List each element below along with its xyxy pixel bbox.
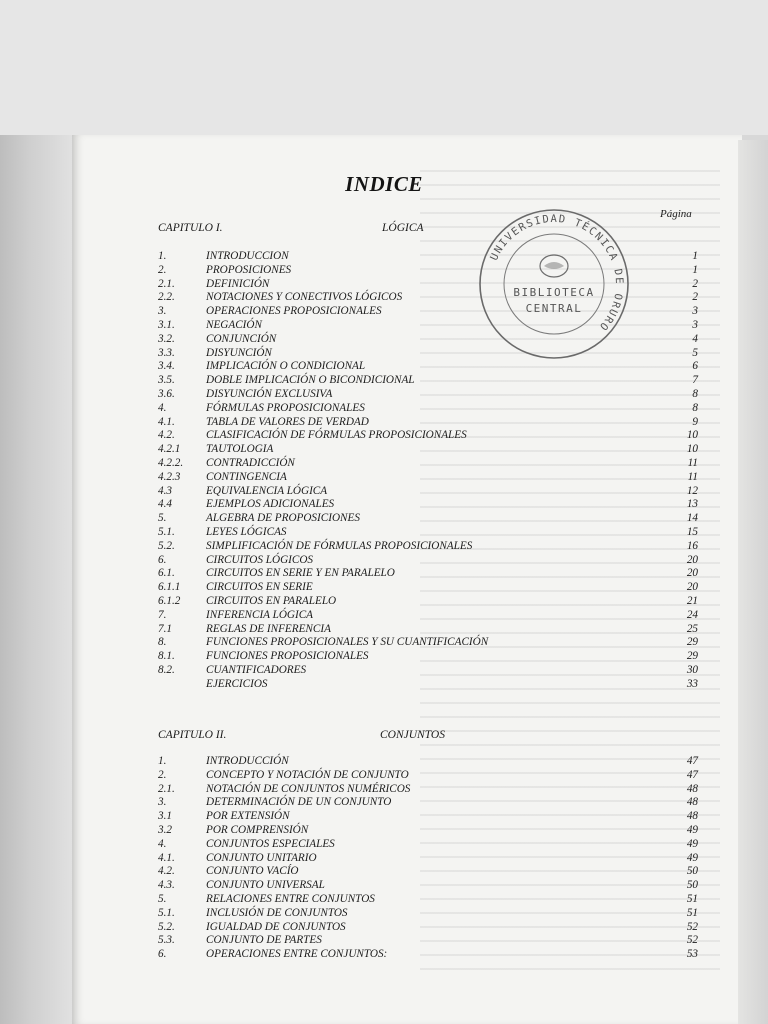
toc-entry-page: 10	[686, 443, 698, 456]
toc-entry-page: 15	[686, 526, 698, 538]
toc-entry-number: 3.3.	[158, 346, 175, 359]
toc-entry-number: 2.1.	[158, 782, 175, 795]
toc-entry-title: CONTRADICCIÓN	[206, 457, 295, 469]
toc-entry	[158, 554, 698, 568]
toc-entry	[158, 796, 698, 810]
toc-entry-page: 7	[692, 374, 698, 387]
toc-entry-page: 51	[686, 906, 698, 919]
toc-entry-title: CUANTIFICADORES	[206, 664, 307, 676]
toc-entry-number: 5.	[158, 893, 167, 905]
toc-entry	[158, 471, 698, 485]
toc-entry	[158, 865, 698, 879]
toc-entry-number: 5.1.	[158, 906, 175, 919]
toc-entry-page: 49	[686, 837, 698, 850]
toc-entry-page: 48	[686, 810, 698, 823]
toc-entry-page: 53	[686, 948, 698, 961]
toc-entry	[158, 934, 698, 948]
toc-entry-title: CIRCUITOS LÓGICOS	[206, 553, 314, 566]
toc-entry	[158, 623, 698, 637]
toc-entry-number: 4.4	[158, 498, 172, 511]
toc-entry-title: NOTACIONES Y CONECTIVOS LÓGICOS	[206, 291, 403, 304]
toc-entry-page: 52	[686, 920, 698, 933]
toc-entry-page: 33	[686, 677, 698, 690]
toc-entry-title: INTRODUCCION	[206, 250, 289, 262]
toc-entry-number: 2.	[158, 768, 167, 781]
stamp-outer-text: UNIVERSIDAD TÉCNICA DE ORURO	[488, 212, 626, 334]
toc-entry-number: 6.	[158, 553, 167, 566]
toc-entry-title: POR EXTENSIÓN	[206, 810, 290, 823]
toc-entry-title: CONJUNCIÓN	[206, 332, 277, 345]
toc-entry-title: EJEMPLOS ADICIONALES	[206, 498, 335, 511]
toc-entry-number: 3.	[158, 796, 167, 809]
toc-entry	[158, 581, 698, 595]
toc-entry	[158, 278, 698, 292]
toc-entry	[158, 360, 698, 374]
toc-entry	[158, 526, 698, 540]
toc-entry	[158, 457, 698, 471]
toc-entry-number: 4.	[158, 401, 167, 414]
toc-entry	[158, 664, 698, 678]
toc-entry	[158, 595, 698, 609]
toc-entry-page: 47	[686, 755, 698, 767]
toc-entry	[158, 333, 698, 347]
toc-entry-number: 4.1.	[158, 415, 175, 428]
page-column-header: Página	[660, 208, 692, 220]
toc-entry	[158, 429, 698, 443]
toc-entry-title: DETERMINACIÓN DE UN CONJUNTO	[206, 796, 392, 809]
toc-entry-page: 49	[686, 824, 698, 836]
toc-entry-page: 21	[686, 595, 698, 607]
toc-entry-page: 2	[692, 291, 698, 304]
toc-entry	[158, 512, 698, 526]
toc-entry-page: 1	[692, 263, 698, 276]
toc-entry	[158, 755, 698, 769]
toc-entry-title: TABLA DE VALORES DE VERDAD	[206, 415, 369, 428]
toc-entry-number: 5.2.	[158, 920, 175, 933]
toc-entry-number: 1.	[158, 755, 167, 767]
toc-entry-page: 4	[692, 332, 698, 345]
toc-entry-title: DISYUNCIÓN	[206, 346, 272, 359]
toc-entry-title: INCLUSIÓN DE CONJUNTOS	[206, 906, 348, 919]
toc-entry	[158, 347, 698, 361]
toc-entry-title: NEGACIÓN	[206, 319, 262, 331]
toc-entry-number: 8.2.	[158, 664, 175, 676]
toc-entry-title: REGLAS DE INFERENCIA	[206, 622, 331, 635]
toc-entry-title: DISYUNCIÓN EXCLUSIVA	[206, 388, 333, 400]
toc-entry-page: 10	[686, 429, 698, 442]
toc-entry-number: 3.5.	[158, 374, 175, 387]
toc-entry-page: 30	[686, 664, 698, 676]
toc-entry-number: 1.	[158, 250, 167, 262]
toc-entry-number: 6.1.2	[158, 595, 181, 607]
toc-entry-title: FÓRMULAS PROPOSICIONALES	[206, 401, 365, 414]
toc-entry	[158, 921, 698, 935]
toc-entry-title: FUNCIONES PROPOSICIONALES Y SU CUANTIFICACIÓN	[206, 636, 489, 649]
toc-entry	[158, 443, 698, 457]
toc-entry-page: 25	[686, 622, 698, 635]
toc-entry	[158, 783, 698, 797]
toc-entry-number: 6.1.	[158, 567, 175, 580]
toc-entry-page: 50	[686, 865, 698, 878]
toc-entry-page: 48	[686, 796, 698, 809]
toc-entry	[158, 416, 698, 430]
toc-entry	[158, 650, 698, 664]
toc-entry-number: 3.2.	[158, 332, 175, 345]
toc-entry	[158, 498, 698, 512]
toc-entry-number: 4.2.3	[158, 470, 181, 483]
toc-entry-page: 16	[686, 539, 698, 552]
toc-entry-title: CIRCUITOS EN SERIE Y EN PARALELO	[206, 567, 395, 580]
toc-entry	[158, 291, 698, 305]
toc-entry-page: 8	[692, 401, 698, 414]
toc-entry-number: 3.6.	[158, 388, 175, 400]
toc-entry-page: 12	[686, 484, 698, 497]
toc-entry-number: 5.1.	[158, 526, 175, 538]
toc-entry	[158, 838, 698, 852]
toc-entry-number: 6.	[158, 948, 167, 961]
toc-entry-title: SIMPLIFICACIÓN DE FÓRMULAS PROPOSICIONALES	[206, 539, 473, 552]
toc-entry	[158, 540, 698, 554]
toc-entry-title: OPERACIONES PROPOSICIONALES	[206, 305, 382, 318]
toc-entry-title: IMPLICACIÓN O CONDICIONAL	[206, 360, 366, 373]
toc-entry-page: 8	[692, 388, 698, 400]
toc-entry	[158, 948, 698, 962]
toc-entry	[158, 609, 698, 623]
toc-entry-page: 2	[692, 277, 698, 290]
chapter-2-label: CAPITULO II.	[158, 729, 227, 741]
toc-entry-title: EQUIVALENCIA LÓGICA	[206, 484, 328, 497]
toc-entry-page: 9	[692, 415, 698, 428]
scan-background	[0, 0, 768, 135]
toc-entry	[158, 319, 698, 333]
page-edge	[738, 140, 768, 1024]
toc-entry	[158, 388, 698, 402]
toc-entry	[158, 893, 698, 907]
toc-entry	[158, 824, 698, 838]
toc-entry-title: CONJUNTO VACÍO	[206, 865, 299, 878]
toc-entry	[158, 678, 698, 692]
toc-entry-number: 8.	[158, 636, 167, 649]
toc-entry-title: LEYES LÓGICAS	[206, 526, 287, 538]
toc-entry-number: 5.2.	[158, 539, 175, 552]
toc-entry-number: 7.1	[158, 622, 172, 635]
toc-entry-number: 3.1	[158, 810, 172, 823]
toc-entry-number: 4.	[158, 837, 167, 850]
toc-entry-title: CIRCUITOS EN SERIE	[206, 581, 313, 594]
toc-entry-number: 8.1.	[158, 650, 175, 663]
toc-entry-title: DOBLE IMPLICACIÓN O BICONDICIONAL	[206, 374, 415, 387]
toc-entry	[158, 852, 698, 866]
toc-entry-page: 3	[692, 305, 698, 318]
toc-entry-title: TAUTOLOGIA	[206, 443, 274, 456]
toc-entry-title: FUNCIONES PROPOSICIONALES	[206, 650, 369, 663]
toc-entry-number: 5.3.	[158, 934, 175, 947]
toc-entry-number: 4.1.	[158, 851, 175, 864]
toc-entry	[158, 810, 698, 824]
toc-entry	[158, 305, 698, 319]
toc-entry-title: CONJUNTOS ESPECIALES	[206, 837, 335, 850]
toc-entry-number: 3.1.	[158, 319, 175, 331]
toc-entry-number: 3.2	[158, 824, 172, 836]
toc-entry-title: INFERENCIA LÓGICA	[206, 608, 314, 621]
toc-entry-page: 1	[692, 250, 698, 262]
stamp-line-1: BIBLIOTECA	[513, 286, 595, 299]
toc-entry-page: 11	[687, 470, 698, 483]
toc-entry-title: DEFINICIÓN	[206, 277, 270, 290]
page-title: INDICE	[345, 172, 423, 196]
toc-entry	[158, 907, 698, 921]
toc-entry-page: 20	[686, 553, 698, 566]
toc-entry-number: 2.1.	[158, 277, 175, 290]
toc-entry	[158, 567, 698, 581]
toc-entry-page: 24	[686, 608, 698, 621]
toc-entry-number: 3.	[158, 305, 167, 318]
toc-entry	[158, 879, 698, 893]
toc-entry-page: 29	[686, 650, 698, 663]
toc-entry-title: IGUALDAD DE CONJUNTOS	[206, 920, 346, 933]
toc-entry-number: 4.2.1	[158, 443, 181, 456]
toc-entry-title: CONCEPTO Y NOTACIÓN DE CONJUNTO	[206, 768, 409, 781]
toc-entry-title: CONTINGENCIA	[206, 470, 287, 483]
toc-entry-page: 6	[692, 360, 698, 373]
toc-entry-title: NOTACIÓN DE CONJUNTOS NUMÉRICOS	[206, 782, 411, 795]
toc-entry	[158, 264, 698, 278]
toc-entry-title: EJERCICIOS	[206, 677, 268, 690]
toc-entry-page: 52	[686, 934, 698, 947]
book-spine-shadow	[0, 135, 75, 1024]
toc-entry-title: CIRCUITOS EN PARALELO	[206, 595, 337, 607]
toc-entry-page: 48	[686, 782, 698, 795]
toc-entry-number: 2.	[158, 263, 167, 276]
toc-entry-page: 14	[686, 512, 698, 525]
toc-entry-title: ALGEBRA DE PROPOSICIONES	[206, 512, 360, 525]
toc-entry-page: 51	[686, 893, 698, 905]
toc-entry-title: RELACIONES ENTRE CONJUNTOS	[206, 893, 375, 905]
toc-entry-title: INTRODUCCIÓN	[206, 755, 289, 767]
toc-entry-number: 4.3.	[158, 879, 175, 892]
stamp-line-2: CENTRAL	[525, 302, 583, 315]
toc-entry-number: 4.3	[158, 484, 172, 497]
toc-entry-title: CONJUNTO DE PARTES	[206, 934, 322, 947]
toc-entry-page: 49	[686, 851, 698, 864]
toc-entry-page: 20	[686, 567, 698, 580]
toc-entry-page: 20	[686, 581, 698, 594]
toc-entry	[158, 402, 698, 416]
toc-entry-title: CLASIFICACIÓN DE FÓRMULAS PROPOSICIONALES	[206, 429, 467, 442]
toc-entry-page: 50	[686, 879, 698, 892]
toc-entry	[158, 374, 698, 388]
toc-entry	[158, 250, 698, 264]
toc-entry-title: PROPOSICIONES	[206, 263, 292, 276]
toc-entry-number: 4.2.	[158, 865, 175, 878]
toc-entry-page: 3	[692, 319, 698, 331]
toc-entry-number: 4.2.	[158, 429, 175, 442]
toc-entry-number: 7.	[158, 608, 167, 621]
toc-entry	[158, 769, 698, 783]
toc-entry-number: 6.1.1	[158, 581, 181, 594]
toc-entry-title: CONJUNTO UNITARIO	[206, 851, 317, 864]
toc-entry-number: 3.4.	[158, 360, 175, 373]
toc-entry-number: 4.2.2.	[158, 457, 184, 469]
toc-entry-title: OPERACIONES ENTRE CONJUNTOS:	[206, 948, 388, 961]
toc-entry-number: 5.	[158, 512, 167, 525]
toc-entry-page: 5	[692, 346, 698, 359]
chapter-1-label: CAPITULO I.	[158, 222, 223, 234]
toc-entry-title: POR COMPRENSIÓN	[206, 824, 309, 836]
toc-entry-page: 29	[686, 636, 698, 649]
chapter-2-name: CONJUNTOS	[380, 729, 445, 741]
toc-entry	[158, 636, 698, 650]
toc-entry-page: 13	[686, 498, 698, 511]
toc-entry-number: 2.2.	[158, 291, 175, 304]
chapter-1-name: LÓGICA	[382, 222, 424, 234]
toc-entry-page: 47	[686, 768, 698, 781]
toc-entry	[158, 485, 698, 499]
toc-entry-page: 11	[687, 457, 698, 469]
toc-entry-title: CONJUNTO UNIVERSAL	[206, 879, 325, 892]
